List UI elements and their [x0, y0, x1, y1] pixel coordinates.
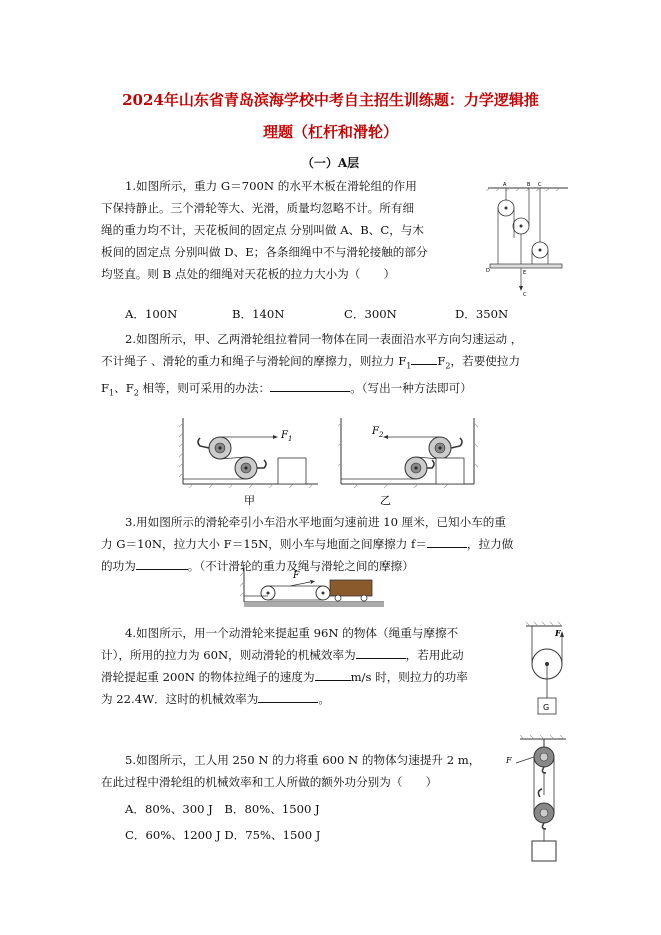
q2-text: ，若要使拉力	[450, 354, 521, 368]
q4-pulley-figure	[522, 620, 582, 720]
q4-answer-blank	[356, 646, 406, 659]
question-2	[101, 328, 541, 405]
q2-f2-label: $F_2$	[372, 426, 384, 439]
q2-figure-jia	[178, 418, 318, 508]
q3-cart-figure	[238, 568, 388, 610]
q2-sub: 2	[445, 361, 451, 371]
q4-answer-blank	[315, 668, 351, 681]
q2-text: 不计绳子 、滑轮的重力和绳子与滑轮间的摩擦力，则拉力 F	[101, 354, 407, 368]
section-heading: （一）A层	[301, 156, 360, 170]
q3-answer-blank	[136, 557, 188, 570]
q4-text: m/s 时，则拉力的功率	[350, 670, 468, 684]
q5-line2: 在此过程中滑轮组的机械效率和工人所做的额外功分别为（ ）	[101, 775, 438, 789]
q2-sub: 1	[109, 388, 115, 398]
q3-answer-blank	[427, 535, 467, 548]
q1-label-d: D	[486, 268, 490, 274]
q2-text: F	[437, 354, 446, 368]
question-5	[101, 749, 501, 793]
q1-option-d: D．350N	[455, 307, 509, 321]
q1-label-c2: C	[523, 292, 527, 298]
q2-line3	[101, 377, 541, 404]
q4-answer-blank	[258, 690, 318, 703]
q1-label-a: A	[503, 182, 507, 188]
page-title-line1: 2024年山东省青岛滨海学校中考自主招生训练题：力学逻辑推	[122, 91, 539, 109]
q1-line: 绳的重力均不计，天花板间的固定点 分别叫做 A、B、C，与木	[101, 223, 424, 237]
q2-figure-yi	[338, 418, 478, 508]
q1-label-e: E	[523, 270, 527, 276]
q1-option-a: A．100N	[125, 307, 178, 321]
q1-line: 板间的固定点 分别叫做 D、E；各条细绳中不与滑轮接触的部分	[101, 245, 428, 259]
q1-line: 1.如图所示，重力 G＝700N 的水平木板在滑轮组的作用	[125, 179, 417, 193]
page-title-line2: 理题（杠杆和滑轮）	[262, 123, 398, 141]
q3-text: 。（不计滑轮的重力及绳与滑轮之间的摩擦）	[187, 559, 414, 573]
q4-g-label: G	[543, 703, 550, 712]
q2-sub: 2	[133, 388, 139, 398]
q3-line2	[101, 533, 541, 555]
q2-text: 相等，则可采用的办法：	[138, 381, 271, 396]
q2-text: 。（写出一种方法即可）	[350, 381, 472, 396]
q2-f1-label: $F_1$	[281, 430, 293, 443]
q2-text: F	[101, 381, 110, 396]
q4-text: 为 22.4W．这时的机械效率为	[101, 692, 259, 706]
q1-line: 均竖直。则 B 点处的细绳对天花板的拉力大小为（ ）	[101, 267, 396, 281]
question-4	[101, 622, 521, 710]
q4-text: 。	[318, 692, 330, 706]
q1-option-b: B．140N	[232, 307, 285, 321]
q3-text: 的功为	[101, 559, 136, 573]
q1-line: 下保持静止。三个滑轮等大、光滑，质量均忽略不计。所有细	[101, 201, 415, 215]
q2-answer-blank	[411, 352, 437, 365]
q3-f-label: F	[293, 571, 300, 581]
q1-label-b: B	[527, 182, 531, 188]
q3-text: ，拉力做	[466, 537, 514, 551]
q3-line1: 3.用如图所示的滑轮牵引小车沿水平地面匀速前进 10 厘米，已知小车的重	[125, 515, 506, 529]
q2-jia-caption: 甲	[244, 494, 255, 507]
q5-pulley-figure	[500, 735, 580, 865]
q2-line2	[101, 350, 541, 377]
q3-text: 力 G＝10N，拉力大小 F＝15N，则小车与地面之间摩擦力 f＝	[101, 537, 427, 551]
q5-line1: 5.如图所示，工人用 250 N 的力将重 600 N 的物体匀速提升 2 m，	[125, 753, 481, 767]
q5-options-row1: A．80%、300 J B．80%、1500 J	[125, 802, 320, 816]
q1-label-c: C	[538, 182, 542, 188]
q1-pulley-figure	[480, 178, 570, 300]
q2-answer-blank	[270, 379, 350, 392]
q5-f-label: F	[506, 756, 512, 765]
q2-line1: 2.如图所示，甲、乙两滑轮组拉着同一物体在同一表面沿水平方向匀速运动 ，	[125, 332, 523, 346]
q2-text: 、F	[114, 381, 134, 396]
q4-text: 计），所用的拉力为 60N，则动滑轮的机械效率为	[101, 648, 356, 662]
q5-options-row2: C．60%、1200 J D．75%、1500 J	[125, 828, 321, 842]
q2-yi-caption: 乙	[380, 494, 391, 507]
q4-line3	[101, 666, 521, 688]
question-1	[101, 175, 471, 285]
q4-text: 滑轮提起重 200N 的物体拉绳子的速度为	[101, 670, 315, 684]
q4-f-label: F	[555, 628, 561, 638]
q2-sub: 1	[406, 361, 412, 371]
q1-option-c: C．300N	[344, 307, 397, 321]
q4-line4	[101, 688, 521, 710]
q4-line1: 4.如图所示，用一个动滑轮来提起重 96N 的物体（绳重与摩擦不	[125, 626, 459, 640]
q4-text: ，若用此动	[405, 648, 464, 662]
q4-line2	[101, 644, 521, 666]
